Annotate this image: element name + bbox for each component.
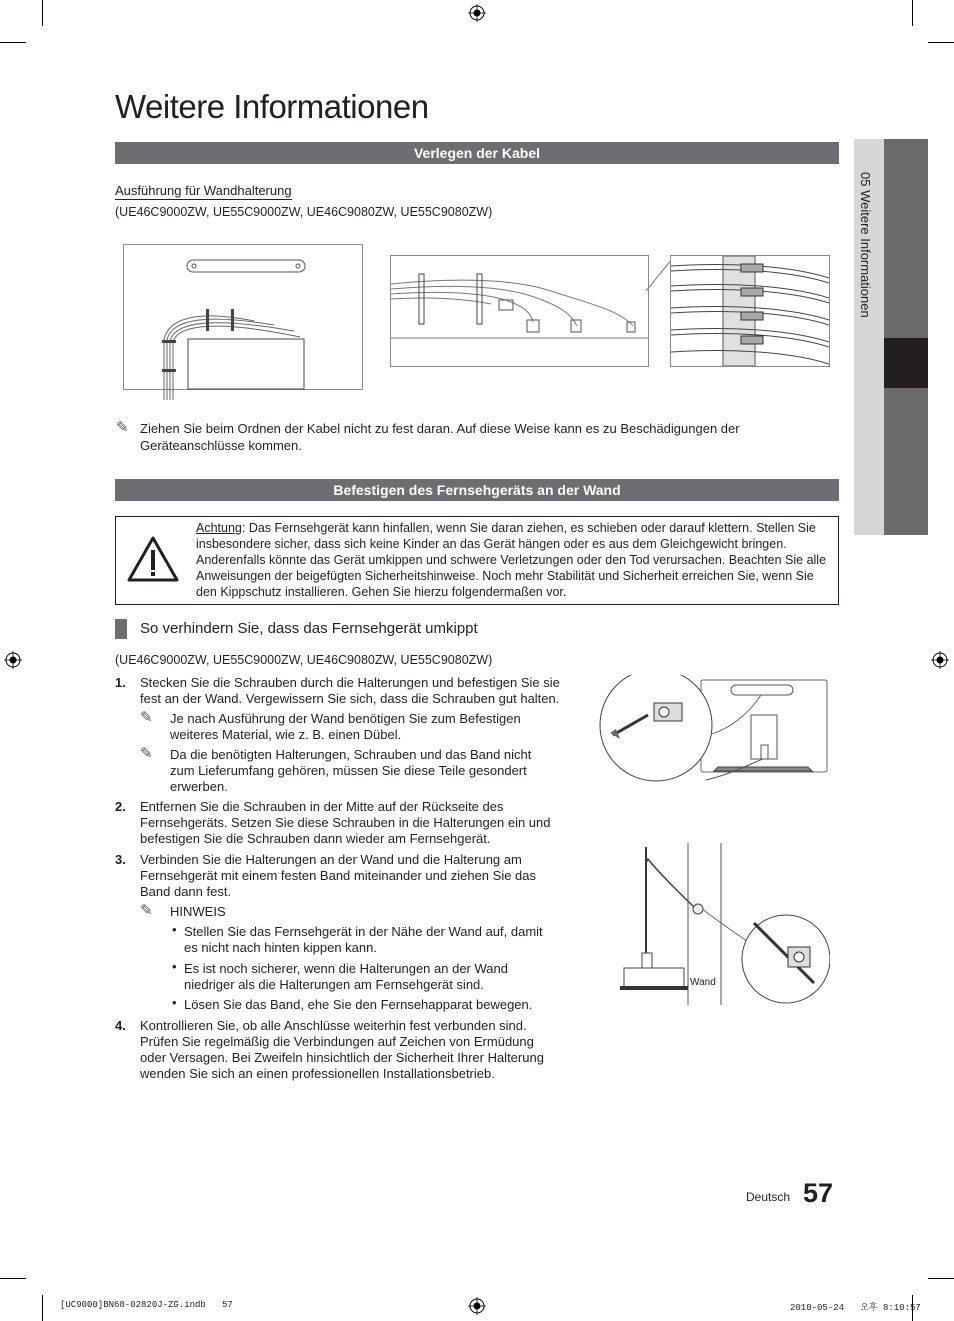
step-number: 1.	[115, 675, 126, 690]
section-heading-wall-mount: Befestigen des Fernsehgeräts an der Wand	[115, 479, 839, 501]
clip-detail-figure	[670, 255, 830, 367]
hint-label: HINWEIS	[170, 904, 226, 919]
bullet-icon: •	[172, 995, 177, 1010]
cable-note-line2: Geräteanschlüsse kommen.	[140, 438, 302, 453]
crop-mark	[42, 1295, 43, 1321]
hint-bullet-3: Lösen Sie das Band, ehe Sie den Fernsehapparat bewegen.	[184, 997, 533, 1012]
model-list: (UE46C9000ZW, UE55C9000ZW, UE46C9080ZW, UE55C9080ZW)	[115, 205, 493, 219]
crop-mark	[928, 42, 954, 43]
registration-mark-icon	[931, 651, 949, 669]
crop-mark	[928, 1278, 954, 1279]
step-3-text: Verbinden Sie die Halterungen an der Wand und die Halterung am Fernsehgerät mit einem festen Band miteinander und ziehen Sie das Band dann fest.	[140, 852, 537, 899]
crop-mark	[42, 0, 43, 26]
bracket-figure	[598, 675, 830, 787]
page-number: 57	[803, 1178, 834, 1208]
step-number: 3.	[115, 852, 126, 867]
side-tab-marker	[884, 338, 928, 388]
bullet-icon: •	[172, 959, 177, 974]
step-1-text: Stecken Sie die Schrauben durch die Halterungen und befestigen Sie sie fest an der Wand. Vergewissern Sie sich, dass die Schrauben gut halten.	[140, 675, 560, 706]
subheading-text: So verhindern Sie, dass das Fernsehgerät umkippt	[140, 620, 478, 637]
registration-mark-icon	[4, 651, 22, 669]
note-pencil-icon: ✎	[140, 745, 153, 762]
side-tab-label: 05 Weitere Informationen	[858, 172, 873, 318]
zoom-connector	[646, 255, 672, 295]
step-number: 2.	[115, 799, 126, 814]
language-label: Deutsch	[746, 1190, 791, 1204]
warning-triangle-icon	[126, 535, 180, 583]
hint-bullet-1: Stellen Sie das Fernsehgerät in der Nähe der Wand auf, damit es nicht nach hinten kippen kann.	[184, 924, 543, 955]
wall-label: Wand	[690, 977, 716, 988]
cable-note-line1: Ziehen Sie beim Ordnen der Kabel nicht zu fest daran. Auf diese Weise kann es zu Beschädigungen der	[140, 421, 740, 436]
crop-mark	[912, 0, 913, 26]
note-pencil-icon: ✎	[116, 419, 129, 436]
hint-bullet-2: Es ist noch sicherer, wenn die Halterungen an der Wand niedriger als die Halterungen am Fernsehgerät sind.	[184, 961, 508, 992]
cable-clip-figure	[390, 255, 649, 367]
bullet-icon: •	[172, 922, 177, 937]
registration-mark-icon	[468, 1297, 486, 1315]
step-2-text: Entfernen Sie die Schrauben in der Mitte auf der Rückseite des Fernsehgeräts. Setzen Sie diese Schrauben in die Halterungen ein und befestigen Sie die Schrauben dann wieder am Fernsehgerät.	[140, 799, 551, 846]
step-1-note-1: Je nach Ausführung der Wand benötigen Sie zum Befestigen weiteres Material, wie z. B. einen Dübel.	[170, 711, 521, 742]
wall-side-view-figure	[614, 843, 830, 1005]
step-1-note-2: Da die benötigten Halterungen, Schrauben und das Band nicht zum Lieferumfang gehören, müssen Sie diese Teile gesondert erwerben.	[170, 747, 532, 794]
crop-mark	[0, 42, 26, 43]
crop-mark	[0, 1278, 26, 1279]
note-pencil-icon: ✎	[140, 709, 153, 726]
wall-mount-subtitle: Ausführung für Wandhalterung	[115, 183, 292, 198]
model-list-2: (UE46C9000ZW, UE55C9000ZW, UE46C9080ZW, UE55C9080ZW)	[115, 653, 493, 667]
step-4-text: Kontrollieren Sie, ob alle Anschlüsse weiterhin fest verbunden sind. Prüfen Sie regelmäßig die Verbindungen auf Zeichen von Ermüdung oder Versagen. Bei Zweifeln hinsichtlich der Sicherheit Ihrer Halterung wenden Sie sich an einen professionellen Installationsbetrieb.	[140, 1018, 544, 1081]
section-heading-cables: Verlegen der Kabel	[115, 142, 839, 164]
subheading-marker	[115, 619, 127, 639]
subheading-tip-over	[115, 619, 839, 639]
warning-text: Achtung: Das Fernsehgerät kann hinfallen, wenn Sie daran ziehen, es schieben oder darauf klettern. Stellen Sie insbesondere sicher, dass sich keine Kinder an das Gerät hängen oder es aus dem Gleichgewicht bringen. Anderenfalls könnte das Gerät umkippen und schwere Verletzungen oder den Tod verursachen. Beachten Sie alle Anweisungen der beigefügten Sicherheitshinweise. Noch mehr Stabilität und Sicherheit erreichen Sie, wenn Sie den Kippschutz installieren. Gehen Sie hierzu folgendermaßen vor.	[196, 521, 827, 599]
footer-timestamp: 2010-05-24 오후 8:10:57	[790, 1303, 921, 1313]
footer-file-info: [UC9000]BN68-02820J-ZG.indb 57	[60, 1300, 233, 1310]
cable-routing-figure	[123, 244, 363, 390]
step-number: 4.	[115, 1018, 126, 1033]
page-title: Weitere Informationen	[115, 88, 429, 125]
registration-mark-icon	[468, 4, 486, 22]
side-tab-dark	[884, 139, 928, 535]
note-pencil-icon: ✎	[140, 902, 153, 919]
